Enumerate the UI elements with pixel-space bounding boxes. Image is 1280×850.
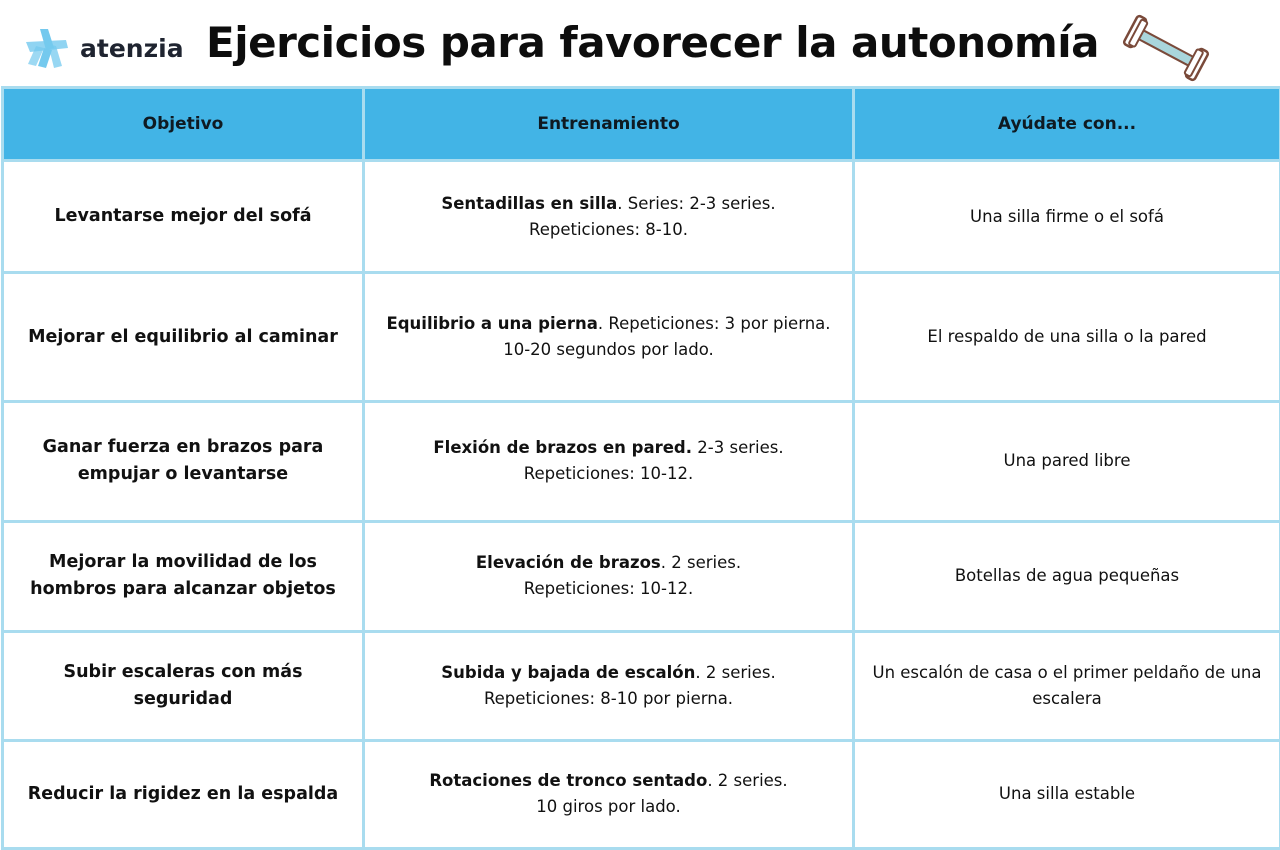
dumbbell-icon [1118,14,1214,82]
help-cell: Una silla estable [854,740,1280,848]
objective-cell: Mejorar el equilibrio al caminar [3,273,364,402]
table-row [3,521,1280,631]
exercise-detail: . Series: 2-3 series. [617,193,776,213]
exercise-name: Rotaciones de tronco sentado [429,771,708,791]
training-cell [364,161,854,273]
exercise-detail: . 2 series. [695,662,776,682]
table-row [3,273,1280,402]
help-cell: Un escalón de casa o el primer peldaño de una escalera [854,631,1280,740]
exercise-detail-2: Repeticiones: 10-12. [523,464,694,484]
exercise-detail-2: 10 giros por lado. [536,797,681,817]
exercise-table [1,86,1280,850]
training-cell [364,273,854,402]
objective-cell: Subir escaleras con más seguridad [3,631,364,740]
table-row [3,161,1280,273]
column-header-training: Entrenamiento [364,88,854,161]
exercise-name: Equilibrio a una pierna [386,314,598,334]
objective-cell: Reducir la rigidez en la espalda [3,740,364,848]
help-cell: Una pared libre [854,402,1280,521]
table-row [3,631,1280,740]
page-header [0,0,1280,86]
help-cell: Una silla firme o el sofá [854,161,1280,273]
objective-cell: Levantarse mejor del sofá [3,161,364,273]
column-header-objective: Objetivo [3,88,364,161]
exercise-name: Elevación de brazos [475,553,661,573]
table-row [3,402,1280,521]
exercise-detail-2: Repeticiones: 8-10. [528,219,688,239]
training-cell [364,740,854,848]
help-cell: Botellas de agua pequeñas [854,521,1280,631]
exercise-detail: . 2 series. [707,771,788,791]
exercise-detail-2: 10-20 segundos por lado. [503,340,714,360]
exercise-detail: . Repeticiones: 3 por pierna. [597,314,831,334]
logo-text: atenzia [80,33,184,63]
training-cell [364,402,854,521]
table-header-row [3,88,1280,161]
table-row [3,740,1280,848]
exercise-name: Subida y bajada de escalón [441,662,696,682]
training-cell [364,631,854,740]
exercise-detail: 2-3 series. [692,438,784,458]
exercise-detail-2: Repeticiones: 10-12. [523,579,694,599]
page-title: Ejercicios para favorecer la autonomía [206,18,1099,67]
column-header-help: Ayúdate con... [854,88,1280,161]
exercise-name: Flexión de brazos en pared. [433,438,693,458]
exercise-name: Sentadillas en silla [441,193,618,213]
objective-cell: Ganar fuerza en brazos para empujar o levantarse [3,402,364,521]
training-cell [364,521,854,631]
exercise-detail: . 2 series. [660,553,742,573]
exercise-detail-2: Repeticiones: 8-10 por pierna. [483,688,734,708]
objective-cell: Mejorar la movilidad de los hombros para alcanzar objetos [3,521,364,631]
help-cell: El respaldo de una silla o la pared [854,273,1280,402]
